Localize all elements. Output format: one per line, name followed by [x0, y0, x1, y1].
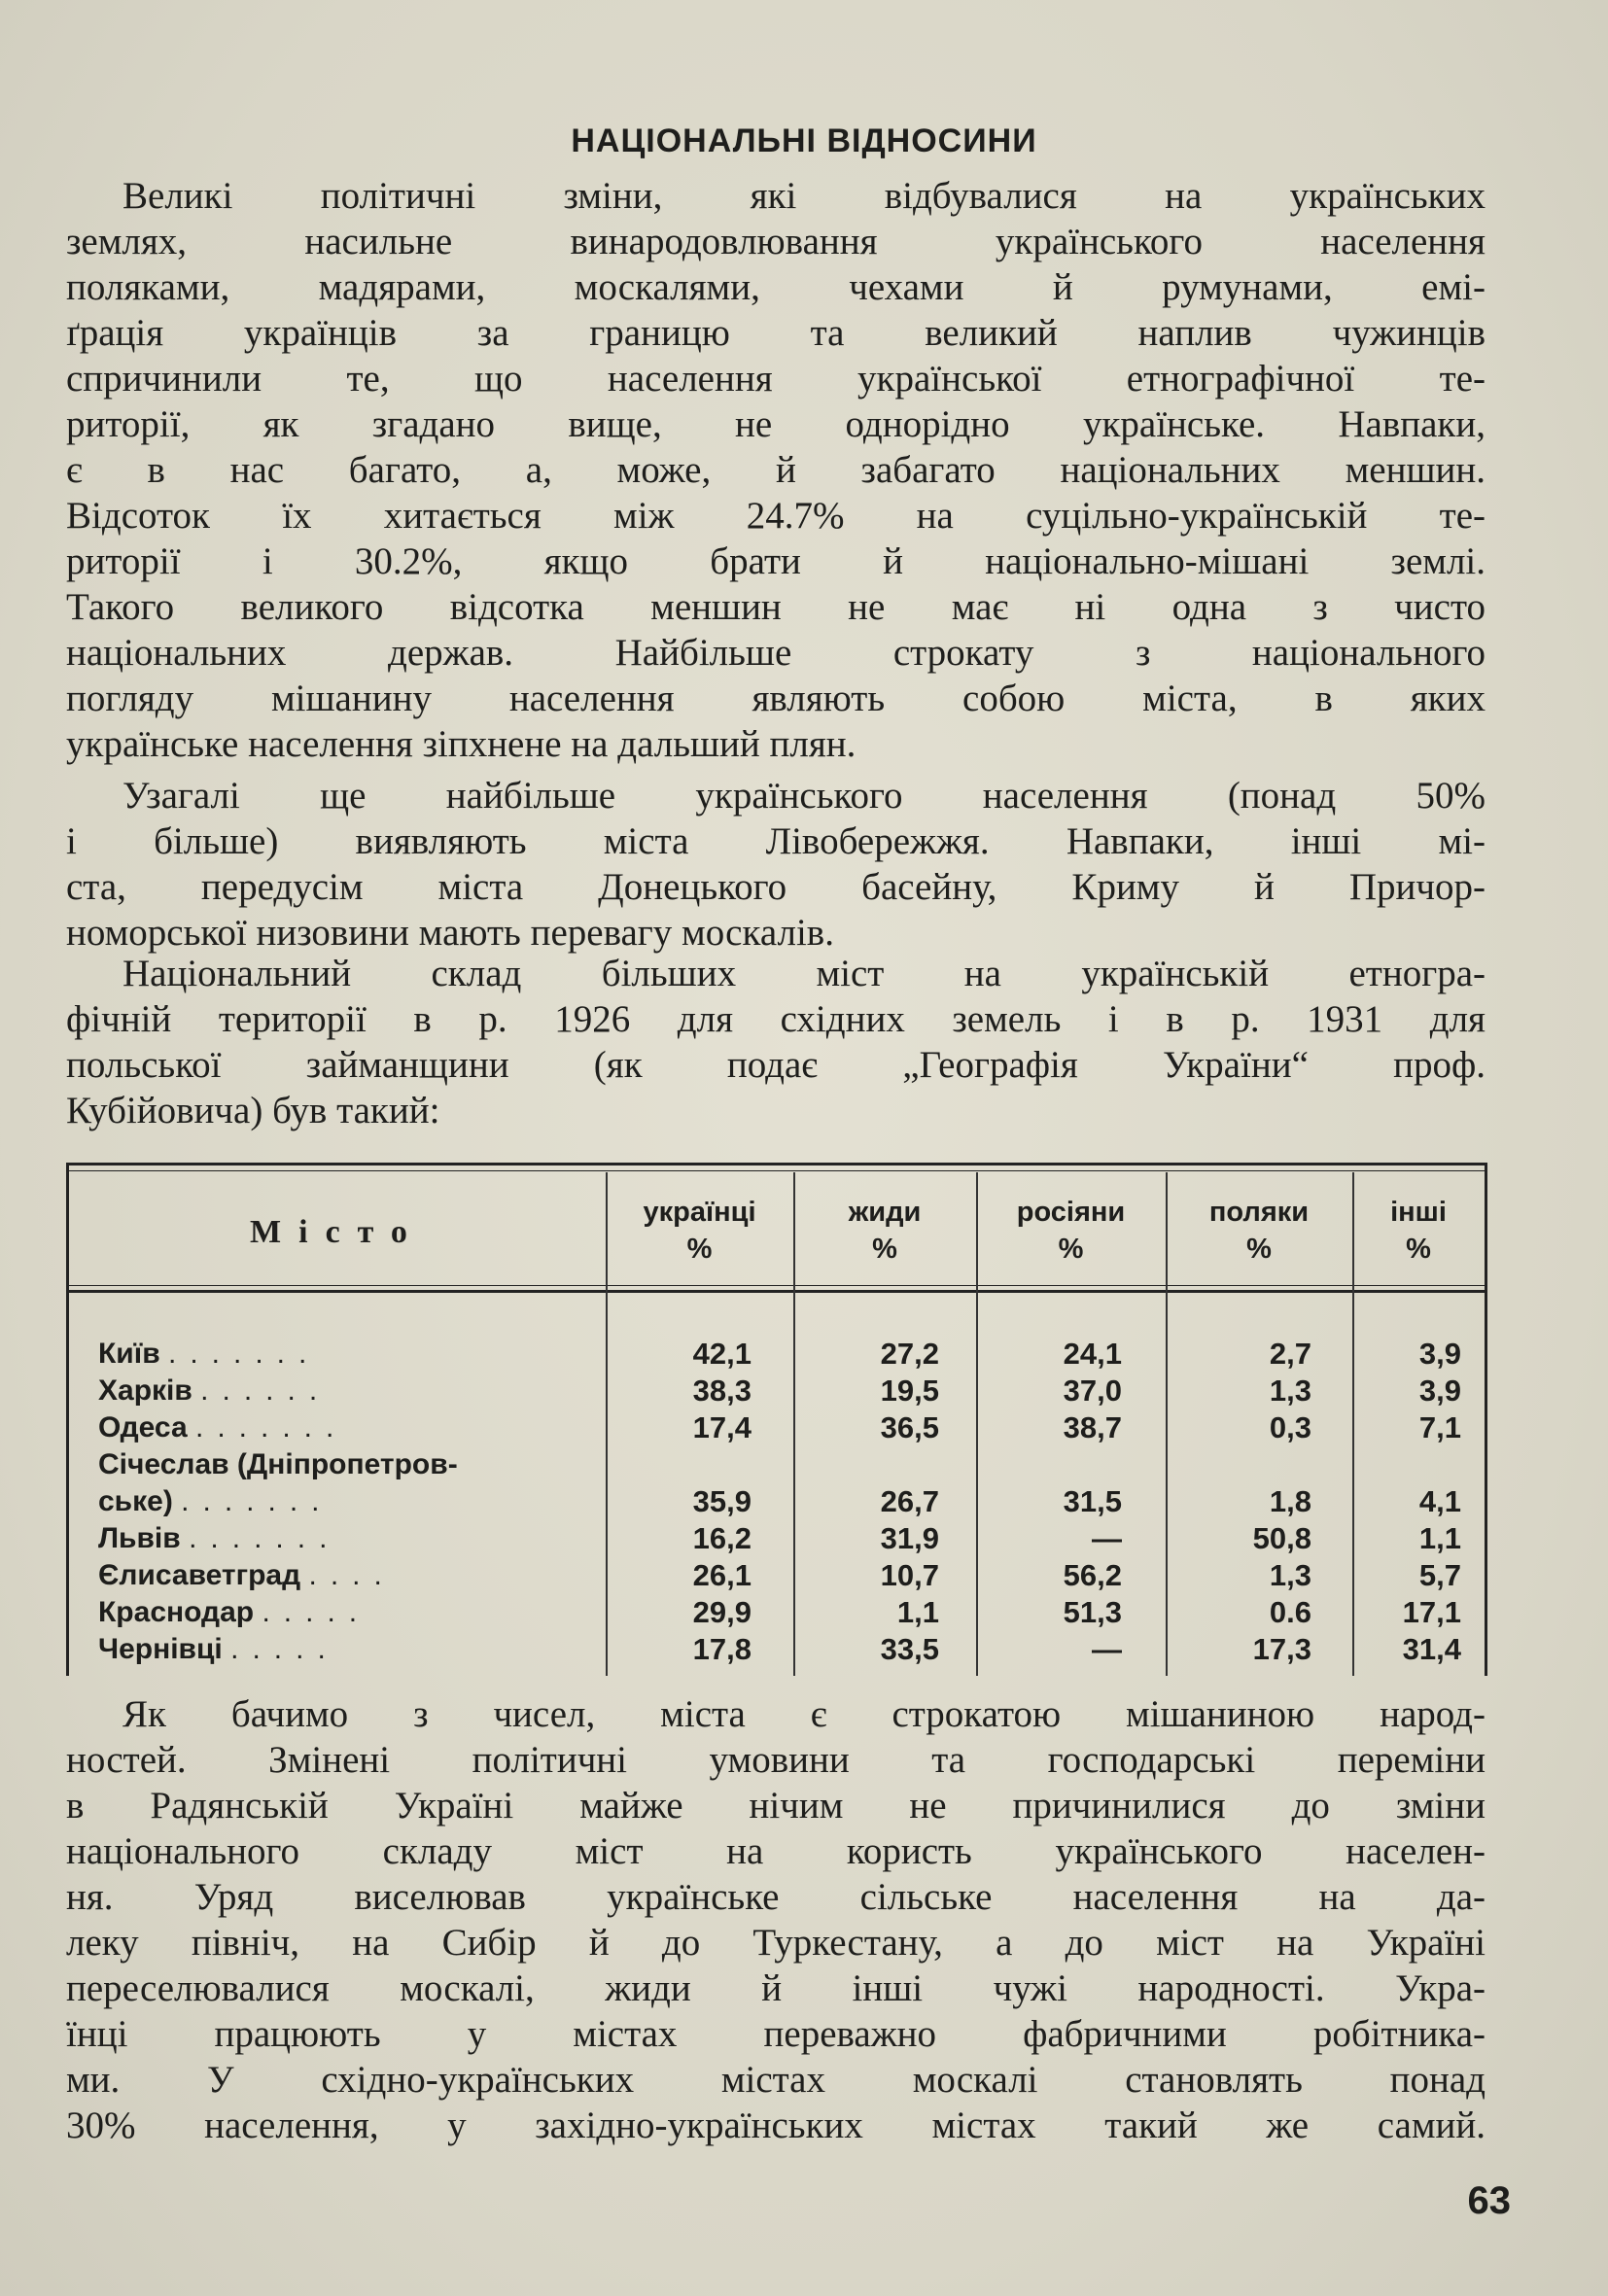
paragraph-4: [66, 1691, 1486, 2148]
header-others: [1352, 1194, 1485, 1271]
text-line: леку північ, на Сибір й до Туркестану, а до міст на Україні: [66, 1922, 1486, 1964]
text-line: національного складу міст на користь українського населен-: [66, 1830, 1486, 1872]
header-ukrainians: [606, 1194, 793, 1271]
table-row: [69, 1557, 1485, 1594]
table-row: [69, 1373, 1485, 1409]
text-line: номорської низовини мають перевагу москалів.: [66, 912, 834, 954]
jews-value: 36,5: [880, 1410, 939, 1444]
oth-value: 3,9: [1418, 1337, 1461, 1371]
jews-value: 31,9: [880, 1521, 939, 1555]
rus-value: 38,7: [1063, 1410, 1122, 1444]
city-name: [98, 1446, 662, 1520]
oth-value: 7,1: [1418, 1410, 1461, 1444]
pol-value: 0.6: [1269, 1595, 1311, 1629]
header-unit: %: [1058, 1234, 1084, 1265]
jews-value: 1,1: [896, 1595, 939, 1629]
text-line: ми. У східно-українських містах москалі становлять понад: [66, 2059, 1486, 2101]
text-line: Національний склад більших міст на українській етногра-: [122, 953, 1486, 994]
rus-value: —: [1092, 1632, 1122, 1666]
city-name-line1: Січеслав (Дніпропетров-: [98, 1448, 458, 1480]
oth-value: 5,7: [1418, 1558, 1461, 1592]
rus-value: 51,3: [1063, 1595, 1122, 1629]
header-unit: %: [686, 1234, 713, 1265]
text-line: українське населення зіпхнене на дальший плян.: [66, 723, 856, 765]
text-line: ґрація українців за границю та великий наплив чужинців: [66, 312, 1486, 354]
text-line: ста, передусім міста Донецького басейну, Криму й Причор-: [66, 866, 1486, 908]
text-line: переселювалися москалі, жиди й інші чужі народності. Укра-: [66, 1967, 1486, 2009]
header-unit: %: [872, 1234, 897, 1265]
text-line: риторії, як згадано вище, не однорідно українське. Навпаки,: [66, 403, 1486, 445]
pol-value: 2,7: [1269, 1337, 1311, 1371]
text-line: фічній території в р. 1926 для східних земель і в р. 1931 для: [66, 998, 1486, 1040]
ukr-value: 35,9: [692, 1484, 752, 1518]
text-line: риторії і 30.2%, якщо брати й національно-мішані землі.: [66, 540, 1486, 582]
text-line: і більше) виявляють міста Лівобережжя. Навпаки, інші мі-: [66, 820, 1486, 862]
ukr-value: 17,4: [692, 1410, 752, 1444]
table-row: [69, 1446, 1485, 1520]
text-line: польської займанщини (як подає „Географія України“ проф.: [66, 1044, 1486, 1086]
text-line: національних держав. Найбільше строкату з національного: [66, 632, 1486, 674]
nationality-table: [66, 1163, 1487, 1676]
city-name-line2: ське) .......: [98, 1485, 333, 1517]
text-line: погляду мішанину населення являють собою міста, в яких: [66, 678, 1486, 719]
text-line: спричинили те, що населення української етнографічної те-: [66, 358, 1486, 400]
ukr-value: 17,8: [692, 1632, 752, 1666]
table-row: [69, 1520, 1485, 1557]
paragraph-1: [66, 173, 1486, 767]
pol-value: 1,8: [1269, 1484, 1311, 1518]
text-line: 30% населення, у західно-українських містах такий же самий.: [66, 2105, 1486, 2146]
text-line: їнці працюють у містах переважно фабричними робітника-: [66, 2013, 1486, 2055]
table-row: [69, 1594, 1485, 1631]
oth-value: 17,1: [1402, 1595, 1461, 1629]
oth-value: 31,4: [1402, 1632, 1461, 1666]
header-jews: [793, 1194, 976, 1271]
paragraph-2: [66, 773, 1486, 956]
text-line: Великі політичні зміни, які відбувалися на українських: [122, 175, 1486, 217]
header-unit: %: [1406, 1234, 1431, 1265]
jews-value: 10,7: [880, 1558, 939, 1592]
rus-value: —: [1092, 1521, 1122, 1555]
rus-value: 56,2: [1063, 1558, 1122, 1592]
text-line: в Радянській Україні майже нічим не причинилися до зміни: [66, 1785, 1486, 1826]
text-line: Узагалі ще найбільше українського населення (понад 50%: [122, 775, 1486, 817]
section-title: НАЦІОНАЛЬНІ ВІДНОСИНИ: [571, 122, 1037, 159]
text-line: поляками, мадярами, москалями, чехами й румунами, емі-: [66, 266, 1486, 308]
header-poles: [1166, 1194, 1352, 1271]
jews-value: 27,2: [880, 1337, 939, 1371]
oth-value: 4,1: [1418, 1484, 1461, 1518]
header-label: поляки: [1208, 1197, 1310, 1228]
table-row: [69, 1409, 1485, 1446]
table-row: [69, 1336, 1485, 1373]
table-body: [69, 1336, 1485, 1668]
rus-value: 24,1: [1063, 1337, 1122, 1371]
oth-value: 3,9: [1418, 1374, 1461, 1408]
ukr-value: 42,1: [692, 1337, 752, 1371]
ukr-value: 38,3: [692, 1374, 752, 1408]
text-line: Відсоток їх хитається між 24.7% на суцільно-українській те-: [66, 495, 1486, 537]
pol-value: 17,3: [1252, 1632, 1311, 1666]
header-city: Місто: [250, 1214, 425, 1250]
city-name: Харків ......: [98, 1374, 332, 1407]
text-line: Кубійовича) був такий:: [66, 1090, 440, 1131]
jews-value: 19,5: [880, 1374, 939, 1408]
rus-value: 31,5: [1063, 1484, 1122, 1518]
pol-value: 1,3: [1269, 1558, 1311, 1592]
pol-value: 0,3: [1269, 1410, 1311, 1444]
header-label: росіяни: [1016, 1197, 1126, 1228]
pol-value: 1,3: [1269, 1374, 1311, 1408]
header-russians: [976, 1194, 1166, 1271]
pol-value: 50,8: [1252, 1521, 1311, 1555]
oth-value: 1,1: [1418, 1521, 1461, 1555]
ukr-value: 26,1: [692, 1558, 752, 1592]
city-name: Одеса .......: [98, 1411, 348, 1444]
jews-value: 26,7: [880, 1484, 939, 1518]
paragraph-3: [66, 951, 1486, 1133]
ukr-value: 29,9: [692, 1595, 752, 1629]
text-line: Як бачимо з чисел, міста є строкатою мішаниною народ-: [122, 1693, 1486, 1735]
jews-value: 33,5: [880, 1632, 939, 1666]
city-name: Краснодар .....: [98, 1596, 371, 1628]
text-line: ностей. Змінені політичні умовини та господарські переміни: [66, 1739, 1486, 1781]
city-name: Єлисаветград ....: [98, 1559, 396, 1591]
text-line: ня. Уряд виселював українське сільське населення на да-: [66, 1876, 1486, 1918]
city-name: Київ .......: [98, 1338, 321, 1370]
page-number: 63: [1467, 2179, 1511, 2222]
header-unit: %: [1246, 1234, 1272, 1265]
header-rule: [69, 1285, 1485, 1293]
city-name: Чернівці .....: [98, 1633, 339, 1665]
header-label: інші: [1390, 1197, 1447, 1228]
text-line: є в нас багато, а, може, й забагато національних меншин.: [66, 449, 1486, 491]
table-row: [69, 1631, 1485, 1668]
header-label: українці: [643, 1197, 756, 1228]
rus-value: 37,0: [1063, 1374, 1122, 1408]
header-label: жиди: [848, 1197, 922, 1228]
ukr-value: 16,2: [692, 1521, 752, 1555]
city-name: Львів .......: [98, 1522, 341, 1554]
text-line: Такого великого відсотка меншин не має ні одна з чисто: [66, 586, 1486, 628]
text-line: землях, насильне винародовлювання українського населення: [66, 221, 1486, 262]
